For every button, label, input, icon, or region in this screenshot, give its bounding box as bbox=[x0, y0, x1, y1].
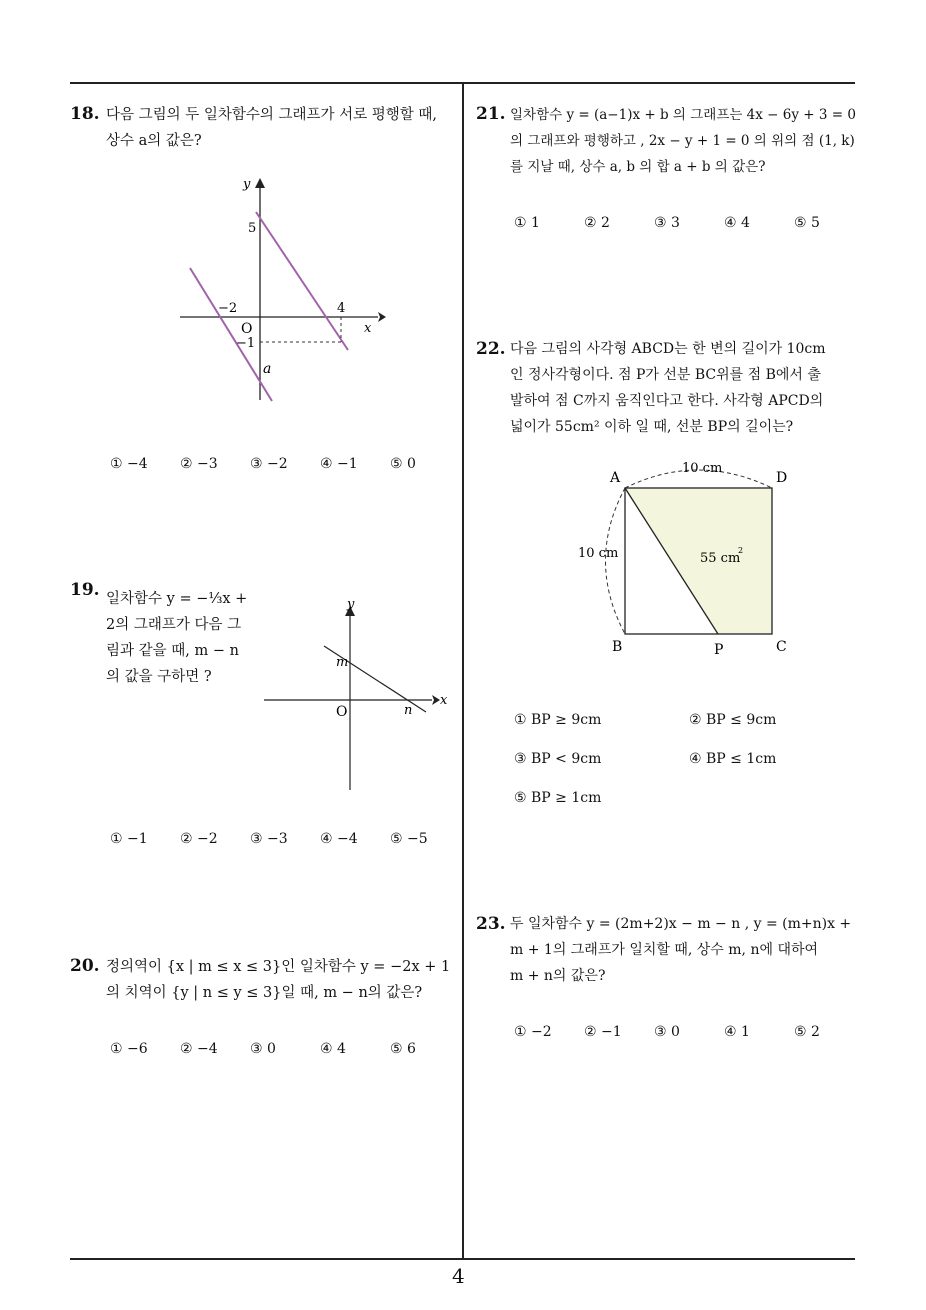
q18-choice-5[interactable]: ⑤ 0 bbox=[390, 456, 416, 472]
q19-choice-4[interactable]: ④ −4 bbox=[320, 831, 358, 847]
q23-line-3: m + n의 값은? bbox=[510, 968, 606, 984]
q21-text bbox=[510, 102, 856, 180]
q19-line-2: 2의 그래프가 다음 그 bbox=[106, 617, 242, 633]
q18-text bbox=[106, 102, 437, 154]
q20-choice-5[interactable]: ⑤ 6 bbox=[390, 1041, 416, 1057]
q18-line-1: 다음 그림의 두 일차함수의 그래프가 서로 평행할 때, bbox=[106, 107, 438, 123]
q19-number: 19. bbox=[70, 580, 100, 600]
q18-line-2: 상수 a의 값은? bbox=[106, 133, 202, 149]
q19-choice-3[interactable]: ③ −3 bbox=[250, 831, 288, 847]
q19-line-4: 의 값을 구하면 ? bbox=[106, 669, 212, 685]
label-D: D bbox=[776, 470, 788, 486]
q19-graph bbox=[262, 594, 462, 794]
region-APCD bbox=[625, 488, 772, 634]
x-axis-arrow bbox=[378, 312, 386, 322]
q22-line-2: 인 정사각형이다. 점 P가 선분 BC위를 점 B에서 출 bbox=[510, 367, 821, 383]
bottom-rule bbox=[70, 1258, 855, 1260]
q23-choice-1[interactable]: ① −2 bbox=[514, 1024, 552, 1040]
label-minus-2: −2 bbox=[218, 301, 238, 316]
q23-choice-2[interactable]: ② −1 bbox=[584, 1024, 622, 1040]
q22-choice-4[interactable]: ④ BP ≤ 1cm bbox=[689, 751, 777, 767]
page-number: 4 bbox=[452, 1264, 465, 1288]
y-axis-label: y bbox=[243, 177, 251, 192]
q21-choice-3[interactable]: ③ 3 bbox=[654, 215, 680, 231]
q18-choice-2[interactable]: ② −3 bbox=[180, 456, 218, 472]
q23-choice-4[interactable]: ④ 1 bbox=[724, 1024, 750, 1040]
q22-line-1: 다음 그림의 사각형 ABCD는 한 변의 길이가 10cm bbox=[510, 341, 826, 357]
line-through-5-4 bbox=[256, 212, 348, 350]
label-B: B bbox=[612, 639, 623, 655]
label-minus-1: −1 bbox=[236, 336, 256, 351]
q20-choice-2[interactable]: ② −4 bbox=[180, 1041, 218, 1057]
q21-line-2: 의 그래프와 평행하고 , 2x − y + 1 = 0 의 위의 점 (1, k) bbox=[510, 133, 855, 149]
label-4: 4 bbox=[337, 301, 346, 316]
x-axis-label: x bbox=[440, 693, 448, 708]
q23-choice-5[interactable]: ⑤ 2 bbox=[794, 1024, 820, 1040]
q21-number: 21. bbox=[476, 104, 506, 124]
q21-line-3: 를 지날 때, 상수 a, b 의 합 a + b 의 값은? bbox=[510, 159, 766, 175]
q21-choice-2[interactable]: ② 2 bbox=[584, 215, 610, 231]
q20-number: 20. bbox=[70, 956, 100, 976]
q19-line-3: 림과 같을 때, m − n bbox=[106, 643, 239, 659]
label-P: P bbox=[714, 642, 724, 658]
q23-number: 23. bbox=[476, 914, 506, 934]
q21-choice-1[interactable]: ① 1 bbox=[514, 215, 540, 231]
q22-line-4: 넓이가 55cm² 이하 일 때, 선분 BP의 길이는? bbox=[510, 419, 794, 435]
x-axis-label: x bbox=[364, 321, 372, 336]
area-superscript: 2 bbox=[738, 546, 744, 555]
y-axis-arrow bbox=[255, 178, 265, 188]
origin-label: O bbox=[241, 321, 253, 337]
q22-choice-1[interactable]: ① BP ≥ 9cm bbox=[514, 712, 602, 728]
q18-choice-1[interactable]: ① −4 bbox=[110, 456, 148, 472]
q23-choice-3[interactable]: ③ 0 bbox=[654, 1024, 680, 1040]
q19-text bbox=[106, 586, 247, 690]
area-label: 55 cm bbox=[700, 551, 741, 566]
left-dimension-arc bbox=[606, 488, 626, 634]
column-divider bbox=[462, 83, 464, 1259]
q22-line-3: 발하여 점 C까지 움직인다고 한다. 사각형 APCD의 bbox=[510, 393, 824, 409]
q21-choice-5[interactable]: ⑤ 5 bbox=[794, 215, 820, 231]
x-axis-arrow bbox=[432, 695, 440, 705]
q22-text bbox=[510, 336, 826, 440]
q22-number: 22. bbox=[476, 339, 506, 359]
q20-choice-4[interactable]: ④ 4 bbox=[320, 1041, 346, 1057]
q23-text bbox=[510, 911, 851, 989]
q19-choice-2[interactable]: ② −2 bbox=[180, 831, 218, 847]
q18-choice-3[interactable]: ③ −2 bbox=[250, 456, 288, 472]
origin-label: O bbox=[336, 704, 348, 720]
q20-choice-3[interactable]: ③ 0 bbox=[250, 1041, 276, 1057]
q18-choice-4[interactable]: ④ −1 bbox=[320, 456, 358, 472]
q23-line-1: 두 일차함수 y = (2m+2)x − m − n , y = (m+n)x + bbox=[510, 916, 852, 932]
q22-square-figure bbox=[572, 458, 812, 658]
q21-choice-4[interactable]: ④ 4 bbox=[724, 215, 750, 231]
q21-line-1: 일차함수 y = (a−1)x + b 의 그래프는 4x − 6y + 3 = 0 bbox=[510, 107, 856, 123]
label-5: 5 bbox=[248, 221, 257, 236]
label-n: n bbox=[404, 703, 413, 718]
q18-graph bbox=[170, 172, 410, 412]
q20-text bbox=[106, 954, 450, 1006]
q19-choice-5[interactable]: ⑤ −5 bbox=[390, 831, 428, 847]
q23-line-2: m + 1의 그래프가 일치할 때, 상수 m, n에 대하여 bbox=[510, 942, 819, 958]
q20-choice-1[interactable]: ① −6 bbox=[110, 1041, 148, 1057]
label-A: A bbox=[610, 470, 621, 486]
q19-choice-1[interactable]: ① −1 bbox=[110, 831, 148, 847]
q20-line-1: 정의역이 {x | m ≤ x ≤ 3}인 일차함수 y = −2x + 1 bbox=[106, 959, 451, 975]
q22-choice-3[interactable]: ③ BP < 9cm bbox=[514, 751, 602, 767]
label-C: C bbox=[776, 639, 787, 655]
q22-choice-5[interactable]: ⑤ BP ≥ 1cm bbox=[514, 790, 602, 806]
left-length: 10 cm bbox=[578, 546, 619, 561]
label-m: m bbox=[336, 655, 349, 670]
q18-number: 18. bbox=[70, 104, 100, 124]
q22-choice-2[interactable]: ② BP ≤ 9cm bbox=[689, 712, 777, 728]
top-length: 10 cm bbox=[682, 461, 723, 476]
q20-line-2: 의 치역이 {y | n ≤ y ≤ 3}일 때, m − n의 값은? bbox=[106, 985, 423, 1001]
y-axis-label: y bbox=[347, 597, 355, 612]
q19-line-1: 일차함수 y = −⅓x + bbox=[106, 591, 248, 607]
label-a: a bbox=[263, 361, 272, 377]
